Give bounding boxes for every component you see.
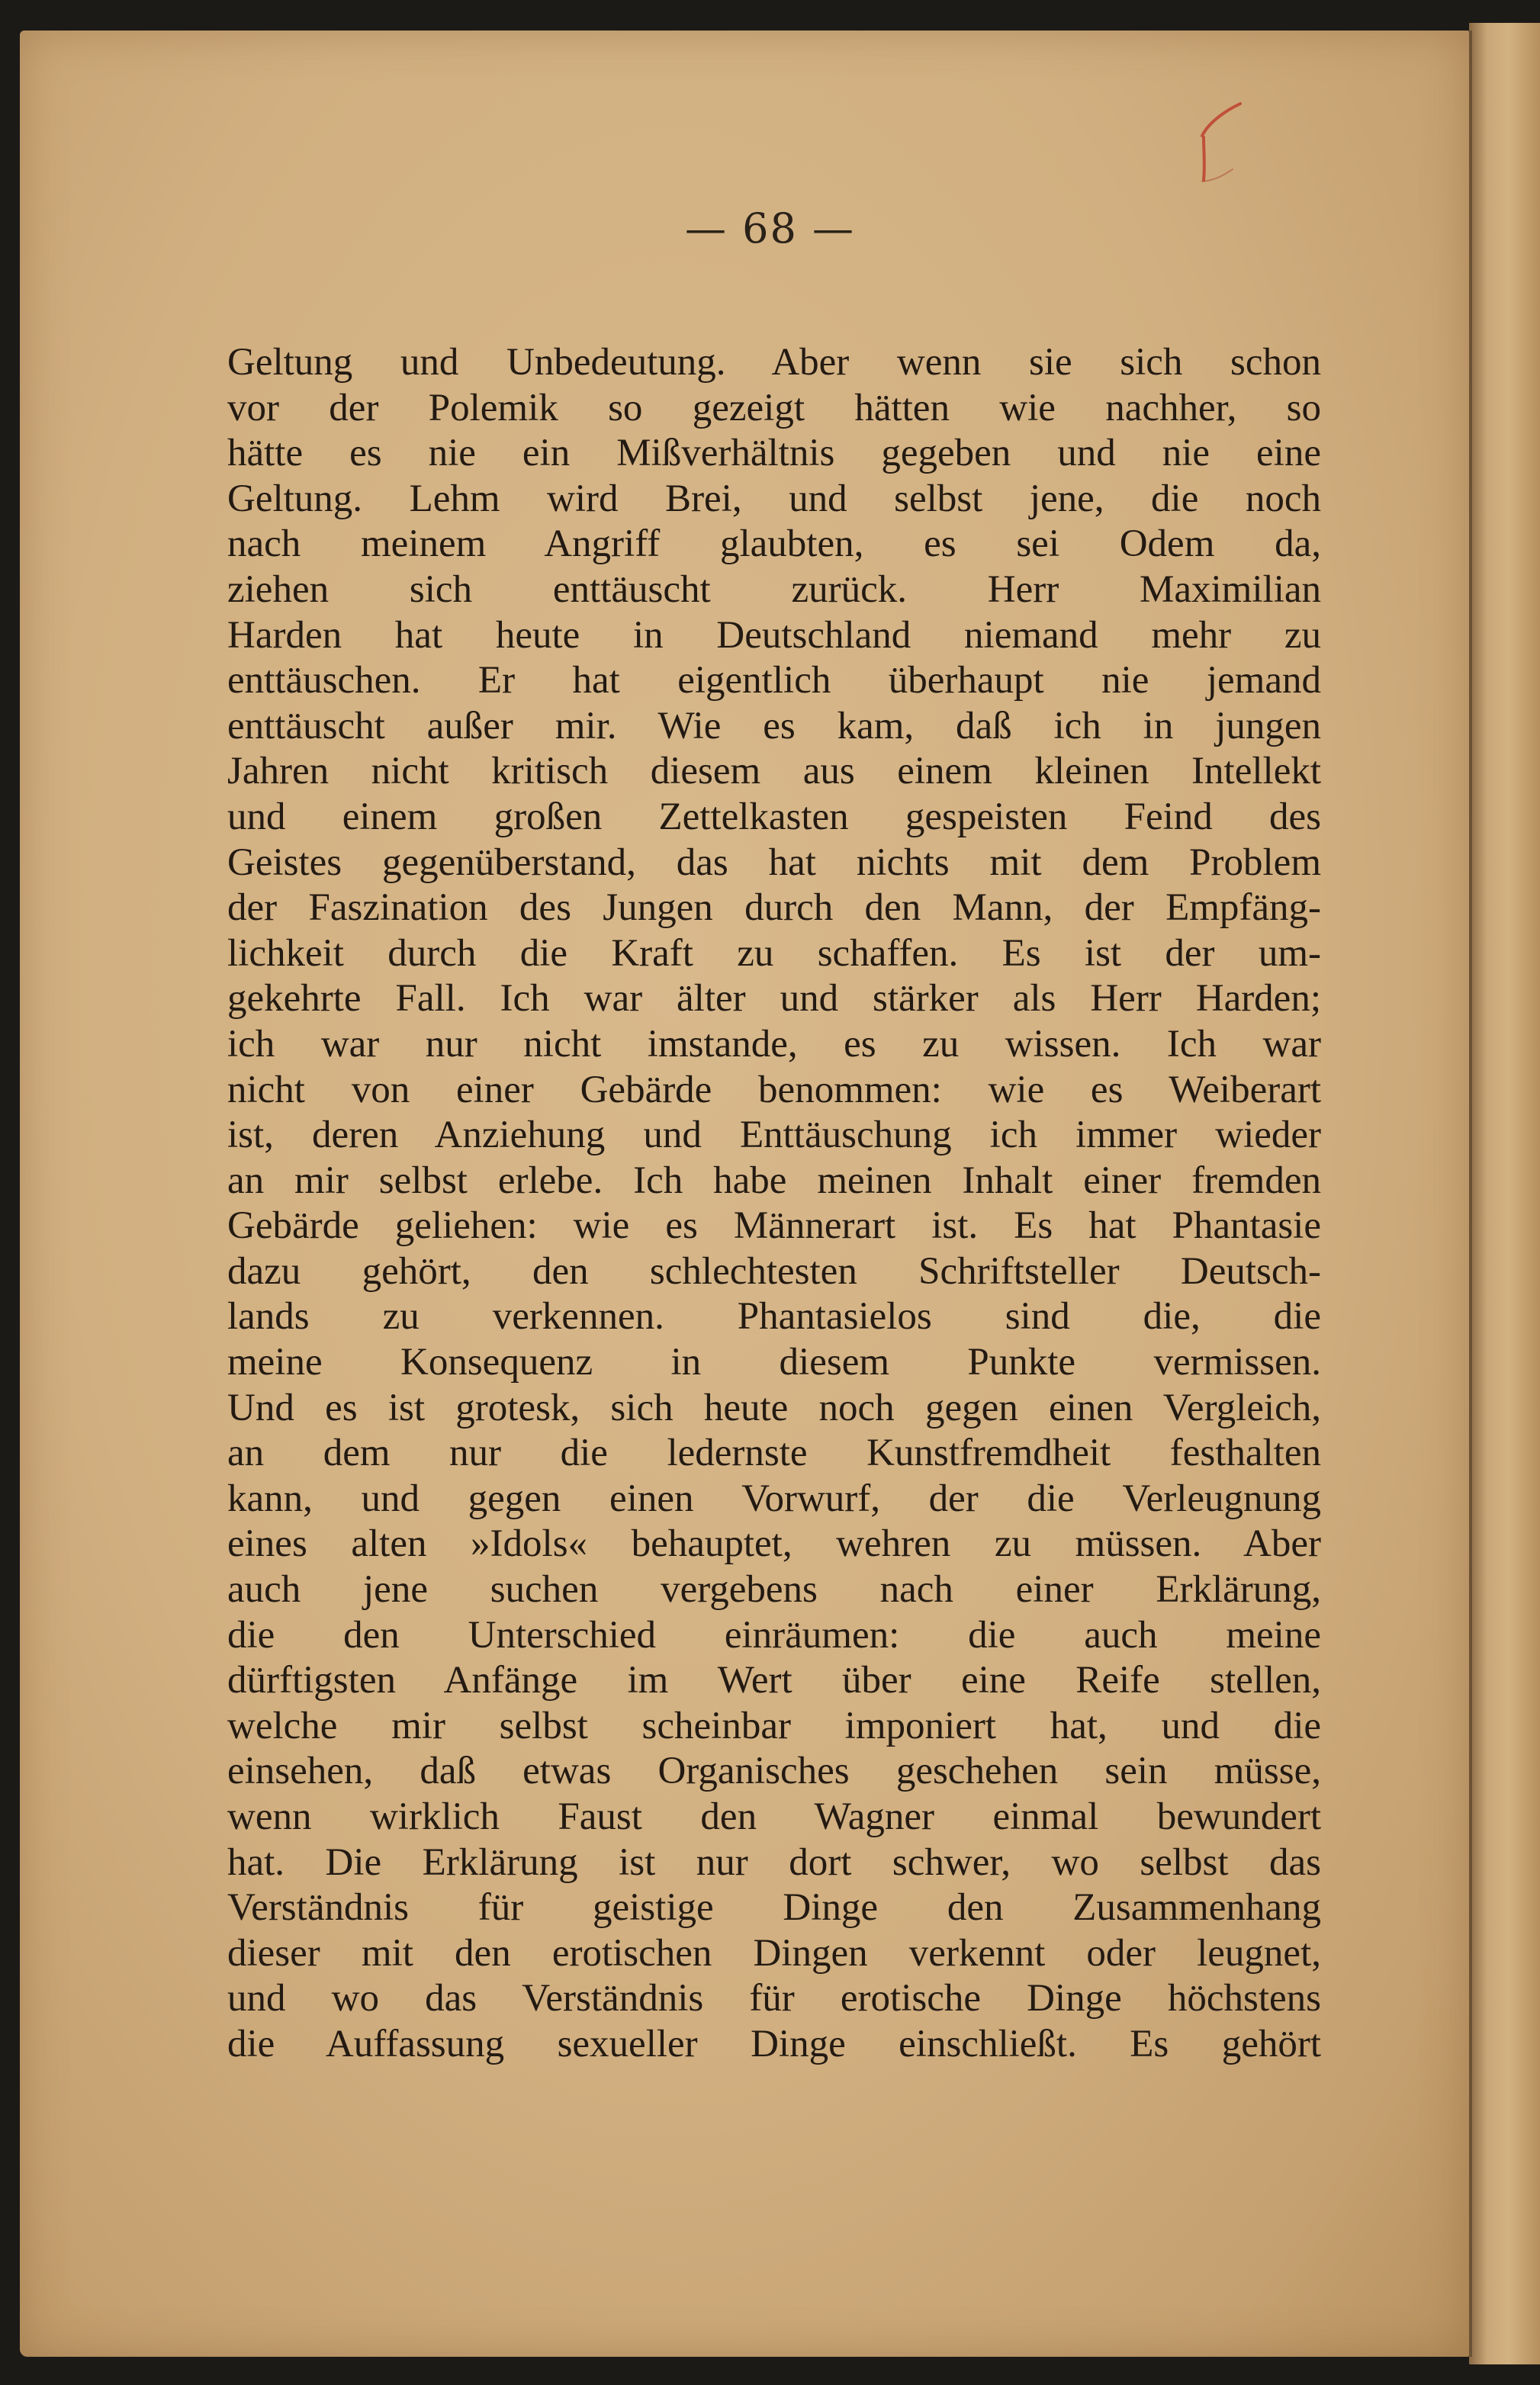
text-line: die Auffassung sexueller Dinge einschließt. Es gehört — [227, 2022, 1321, 2065]
text-line: nach meinem Angriff glaubten, es sei Odem da, — [227, 522, 1321, 566]
text-line: vor der Polemik so gezeigt hätten wie nachher, so — [227, 386, 1321, 429]
text-line: Gebärde geliehen: wie es Männerart ist. Es hat Phantasie — [227, 1204, 1321, 1248]
text-line: an mir selbst erlebe. Ich habe meinen Inhalt einer fremden — [227, 1159, 1321, 1202]
text-line: hätte es nie ein Mißverhältnis gegeben und nie eine — [227, 432, 1321, 475]
text-line: und einem großen Zettelkasten gespeisten Feind des — [227, 795, 1321, 838]
text-line: Harden hat heute in Deutschland niemand mehr zu — [227, 613, 1321, 657]
text-line: Verständnis für geistige Dinge den Zusammenhang — [227, 1886, 1321, 1930]
text-line: Und es ist grotesk, sich heute noch gegen einen Vergleich, — [227, 1386, 1321, 1429]
text-line: kann, und gegen einen Vorwurf, der die Verleugnung — [227, 1477, 1321, 1520]
text-line: auch jene suchen vergebens nach einer Erklärung, — [227, 1568, 1321, 1612]
text-line: dürftigsten Anfänge im Wert über eine Reife stellen, — [227, 1659, 1321, 1702]
text-line: ist, deren Anziehung und Enttäuschung ich immer wieder — [227, 1114, 1321, 1157]
text-line: nicht von einer Gebärde benommen: wie es Weiberart — [227, 1068, 1321, 1111]
text-line: Geistes gegenüberstand, das hat nichts mit dem Problem — [227, 841, 1321, 884]
text-line: lands zu verkennen. Phantasielos sind die, die — [227, 1295, 1321, 1339]
text-line: ich war nur nicht imstande, es zu wissen. Ich war — [227, 1022, 1321, 1066]
text-line: gekehrte Fall. Ich war älter und stärker als Herr Harden; — [227, 977, 1321, 1021]
text-line: Jahren nicht kritisch diesem aus einem kleinen Intellekt — [227, 750, 1321, 793]
text-line: enttäuscht außer mir. Wie es kam, daß ich in jungen — [227, 704, 1321, 747]
text-line: lichkeit durch die Kraft zu schaffen. Es ist der um- — [227, 931, 1321, 975]
page-gutter-line — [1469, 31, 1472, 2357]
book-spine-edge — [1469, 23, 1540, 2364]
text-line: hat. Die Erklärung ist nur dort schwer, wo selbst das — [227, 1840, 1321, 1884]
text-line: ziehen sich enttäuscht zurück. Herr Maximilian — [227, 567, 1321, 611]
text-line: Geltung und Unbedeutung. Aber wenn sie sich schon — [227, 341, 1321, 384]
text-line: der Faszination des Jungen durch den Mann, der Empfäng- — [227, 886, 1321, 930]
text-line: meine Konsequenz in diesem Punkte vermissen. — [227, 1341, 1321, 1384]
text-line: wenn wirklich Faust den Wagner einmal bewundert — [227, 1795, 1321, 1838]
text-line: dazu gehört, den schlechtesten Schriftsteller Deutsch- — [227, 1249, 1321, 1293]
text-line: enttäuschen. Er hat eigentlich überhaupt nie jemand — [227, 659, 1321, 702]
pencil-annotation-mark — [1187, 90, 1248, 197]
text-line: einsehen, daß etwas Organisches geschehen sein müsse, — [227, 1750, 1321, 1793]
page-number: — 68 — — [684, 204, 856, 252]
text-line: dieser mit den erotischen Dingen verkennt oder leugnet, — [227, 1931, 1321, 1975]
text-line: an dem nur die ledernste Kunstfremdheit festhalten — [227, 1432, 1321, 1475]
text-line: die den Unterschied einräumen: die auch meine — [227, 1613, 1321, 1657]
text-line: und wo das Verständnis für erotische Dinge höchstens — [227, 1977, 1321, 2020]
body-text — [227, 340, 1321, 2068]
text-line: Geltung. Lehm wird Brei, und selbst jene, die noch — [227, 477, 1321, 520]
text-line: welche mir selbst scheinbar imponiert hat, und die — [227, 1704, 1321, 1747]
text-line: eines alten »Idols« behauptet, wehren zu müssen. Aber — [227, 1522, 1321, 1566]
